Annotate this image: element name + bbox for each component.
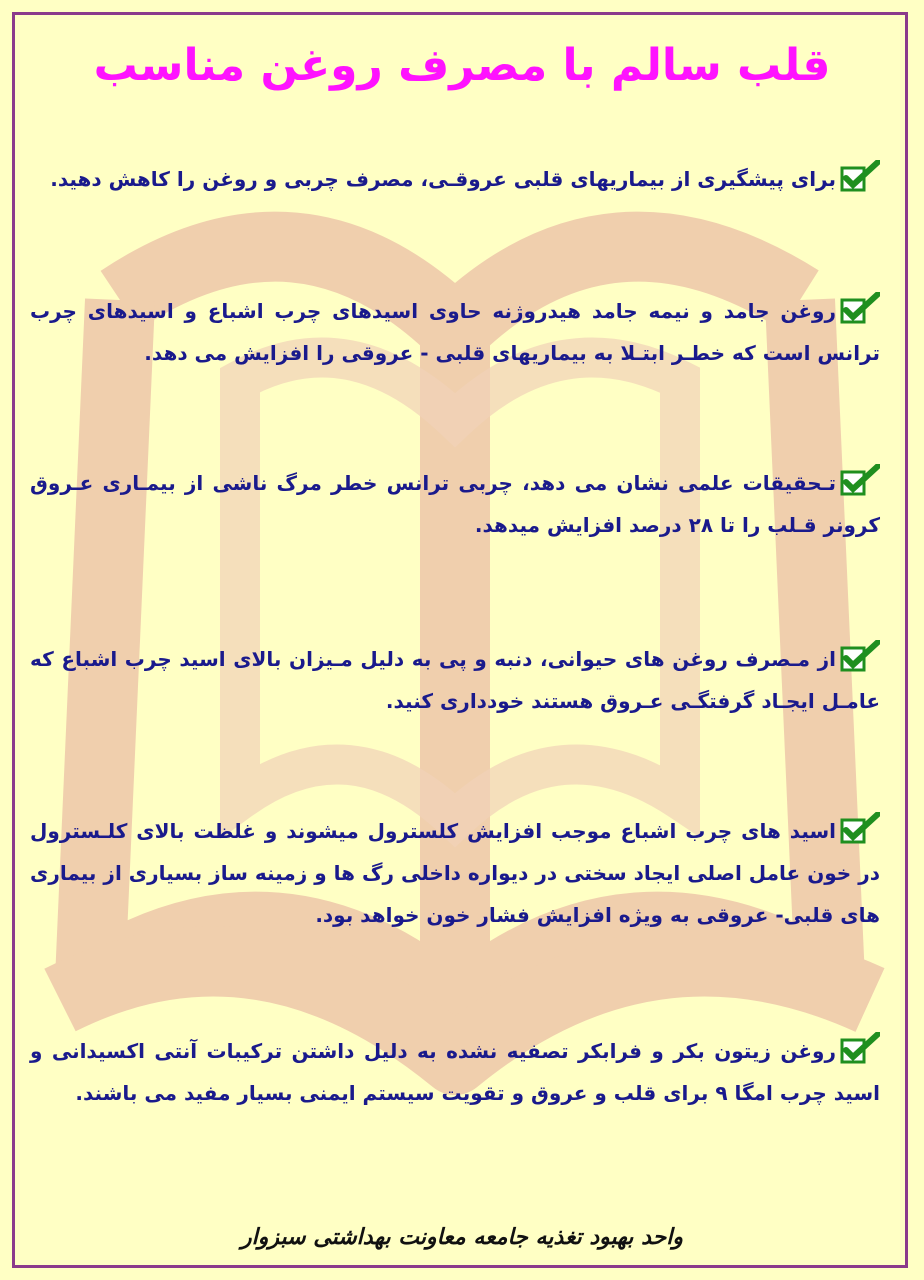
tip-text: روغن زیتون بکر و فرابکر تصفیه نشده به دلیل داشتن ترکیبات آنتی اکسیدانی و اسید چرب امگا ۹ برای قلب و عروق و تقویت سیستم ایمنی بسیار مفید می باشند. <box>30 1039 880 1105</box>
tip-item <box>30 638 880 722</box>
tip-item <box>30 158 880 200</box>
tip-item <box>30 290 880 374</box>
checkmark-icon <box>840 640 880 672</box>
checkmark-icon <box>840 1032 880 1064</box>
tip-text: روغن جامد و نیمه جامد هیدروژنه حاوی اسیدهای چرب اشباع و اسیدهای چرب ترانس است که خطـر ابتـلا به بیماریهای قلبی - عروقی را افزایش می دهد. <box>30 299 880 365</box>
tip-item <box>30 462 880 546</box>
tip-text: از مـصرف روغن های حیوانی، دنبه و پی به دلیل مـیزان بالای اسید چرب اشباع که عامـل ایجـاد گرفتگـی عـروق هستند خودداری کنید. <box>30 647 880 713</box>
tip-text: اسید های چرب اشباع موجب افزایش کلسترول میشوند و غلظت بالای کلـسترول در خون عامل اصلی ایجاد سختی در دیواره داخلی رگ ها و زمینه ساز بسیاری از بیماری های قلبی- عروقی به ویژه افزایش فشار خون خواهد بود. <box>30 819 880 927</box>
tip-text: برای پیشگیری از بیماریهای قلبی عروقـی، مصرف چربی و روغن را کاهش دهید. <box>50 167 836 191</box>
page-title: قلب سالم با مصرف روغن مناسب <box>93 40 831 91</box>
checkmark-icon <box>840 160 880 192</box>
checkmark-icon <box>840 812 880 844</box>
checkmark-icon <box>840 292 880 324</box>
tip-item <box>30 810 880 936</box>
footer-credit: واحد بهبود تغذیه جامعه معاونت بهداشتی سبزوار <box>241 1225 683 1250</box>
tip-text: تـحقیقات علمی نشان می دهد، چربی ترانس خطر مرگ ناشی از بیمـاری عـروق کرونر قـلب را تا ۲۸ درصد افزایش میدهد. <box>30 471 880 537</box>
tip-item <box>30 1030 880 1114</box>
checkmark-icon <box>840 464 880 496</box>
